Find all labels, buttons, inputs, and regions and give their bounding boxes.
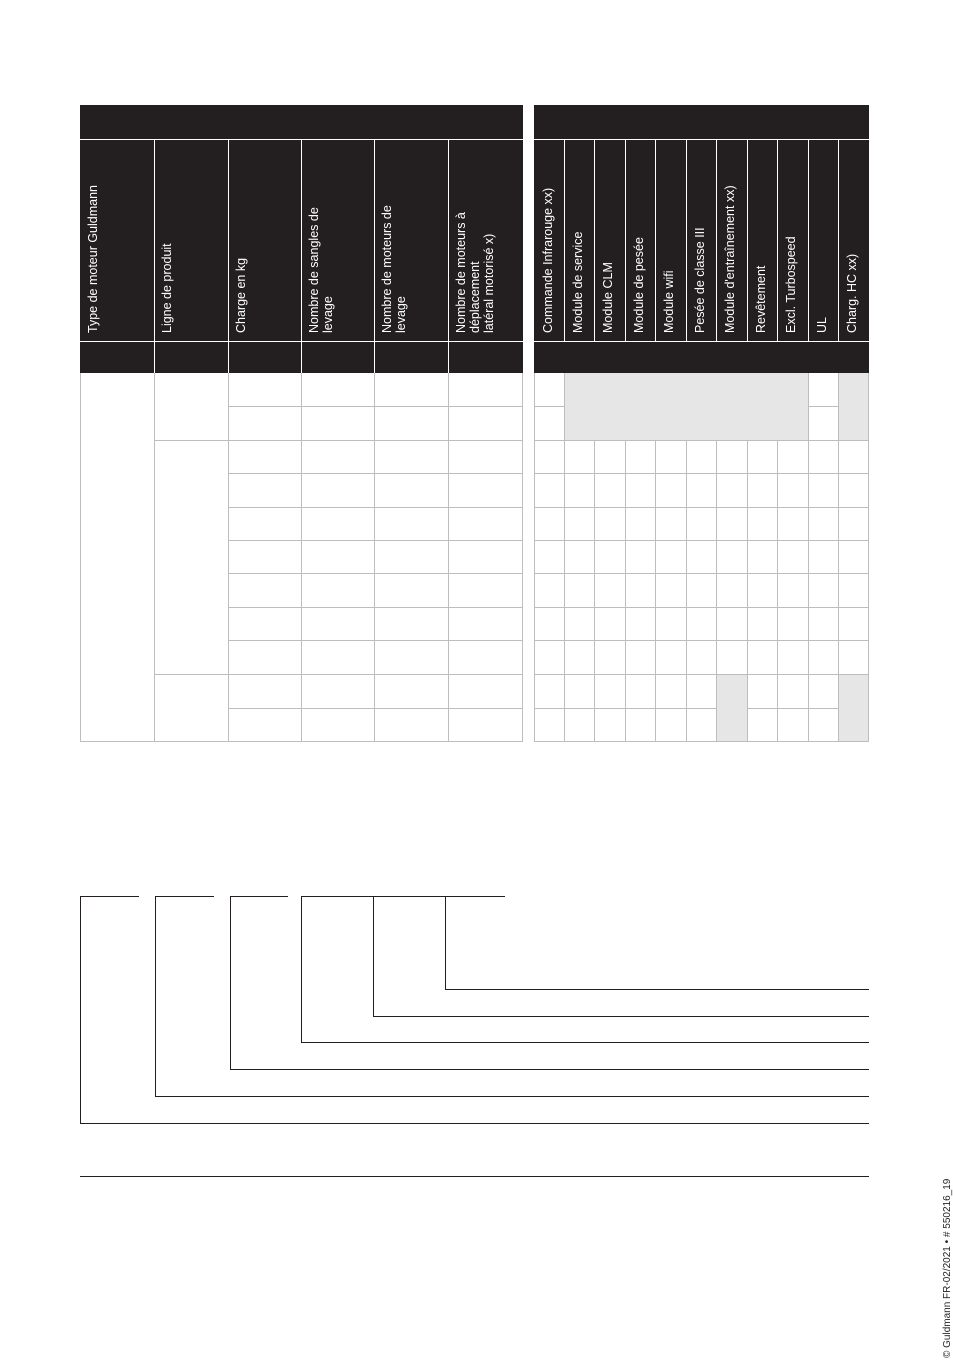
- header-sling-count: Nombre de sangles de levage: [307, 207, 335, 333]
- code-segment-3: [230, 896, 288, 897]
- left-table-title-bar: [80, 105, 523, 139]
- disabled-cells-block-top: [564, 373, 808, 440]
- header-service-module: Module de service: [571, 231, 585, 333]
- header-excl-turbospeed: Excl. Turbospeed: [784, 236, 798, 333]
- header-class-iii-weighing: Pesée de classe III: [693, 227, 707, 333]
- code-segment-2: [155, 896, 214, 897]
- disabled-cells-hc-bottom: [838, 674, 869, 741]
- header-hc-charger: Charg. HC xx): [845, 253, 859, 333]
- header-weighing-module: Module de pesée: [632, 237, 646, 333]
- code-line-1: [445, 989, 869, 990]
- header-load-kg: Charge en kg: [234, 257, 248, 333]
- code-line-6: [80, 1123, 869, 1124]
- copyright-footer: © Guldmann FR-02/2021 • # 550216_19: [942, 1178, 953, 1358]
- header-infrared-control: Commande Infrarouge xx): [541, 187, 555, 333]
- header-traverse-motor-count: Nombre de moteurs à déplacement latéral motorisé x): [454, 212, 496, 333]
- header-clm-module: Module CLM: [601, 262, 615, 333]
- header-lift-motor-count: Nombre de moteurs de levage: [380, 205, 408, 333]
- right-table-title-bar: [534, 105, 869, 139]
- disabled-cells-hc-top: [838, 373, 869, 440]
- header-wifi-module: Module wifi: [662, 270, 676, 333]
- header-ul: UL: [815, 317, 829, 333]
- code-line-3: [301, 1042, 869, 1043]
- code-line-2: [373, 1016, 869, 1017]
- disabled-cells-drive-bottom: [716, 674, 747, 741]
- bottom-rule: [80, 1176, 869, 1177]
- header-product-line: Ligne de produit: [160, 243, 174, 333]
- header-drive-module: Module d'entraînement xx): [723, 185, 737, 333]
- code-segment-4: [301, 896, 505, 897]
- code-line-4: [230, 1069, 869, 1070]
- header-coating: Revêtement: [754, 265, 768, 333]
- header-motor-type: Type de moteur Guldmann: [86, 185, 100, 333]
- code-segment-1: [80, 896, 139, 897]
- code-line-5: [155, 1096, 869, 1097]
